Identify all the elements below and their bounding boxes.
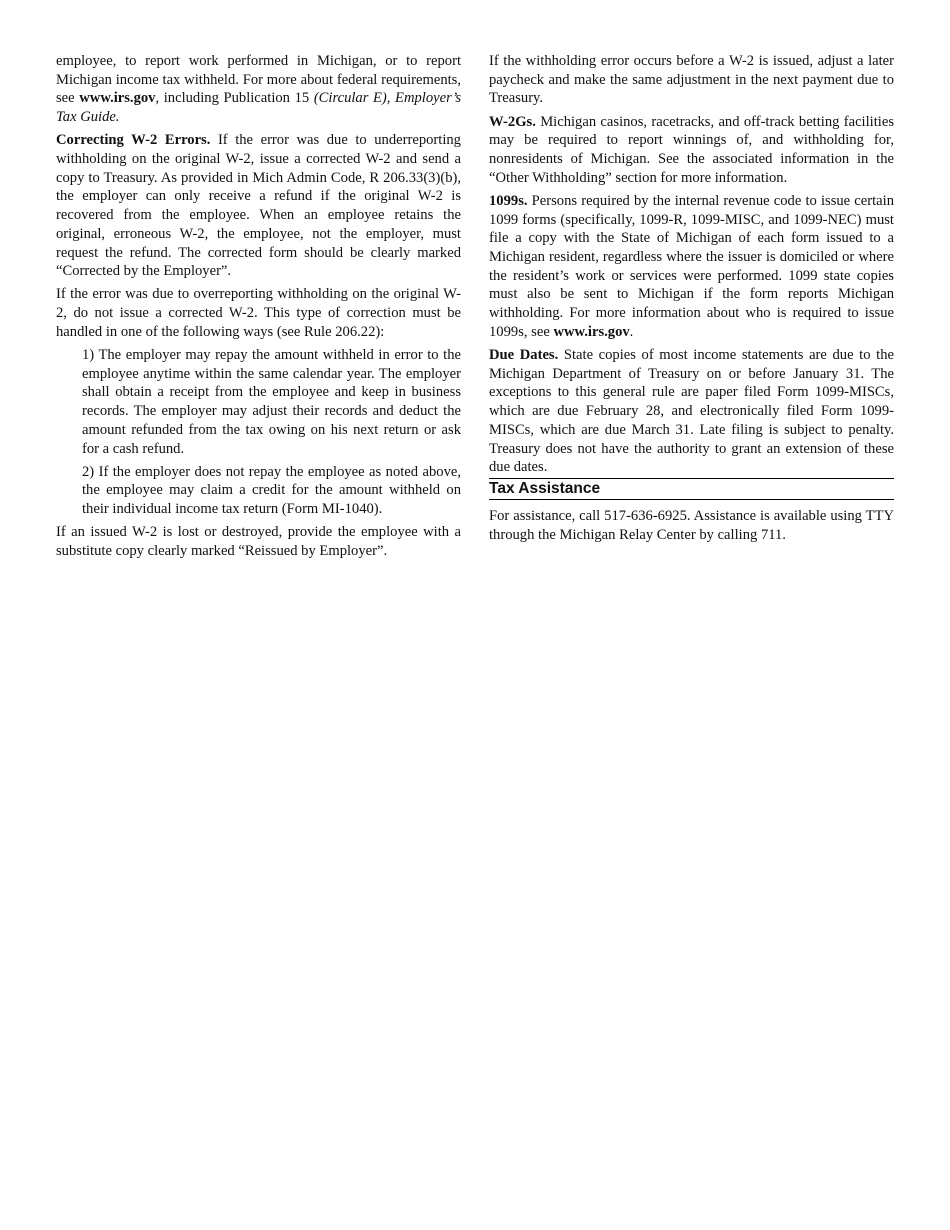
paragraph-correcting-w2: [56, 131, 461, 281]
paragraph-withholding-error: If the withholding error occurs before a W-2 is issued, adjust a later paycheck and make the same adjustment in the next payment due to Treasury.: [489, 53, 894, 107]
paragraph-overreporting: If the error was due to overreporting withholding on the original W-2, do not issue a corrected W-2. This type of correction must be handled in one of the following ways (see Rule 206.22):: [56, 286, 461, 340]
paragraph-heading: W-2Gs.: [489, 113, 536, 130]
paragraph-text: State copies of most income statements are due to the Michigan Department of Treasury on or before January 31. The exceptions to this general rule are paper filed Form 1099-MISCs, which are due February 28, and electronically filed Form 1099-MISCs, which are due March 31. Late filing is subject to penalty. Treasury does not have the authority to grant an extension of these due dates.: [489, 347, 894, 476]
right-column: [489, 52, 894, 549]
paragraph-text: .: [629, 323, 634, 340]
paragraph-text: Michigan casinos, racetracks, and off-track betting facilities may be required to report winnings of, and withholding for, nonresidents of Michigan. See the associated information in the “Other Withholding” section for more information.: [489, 113, 894, 186]
list-item-repay: 1) The employer may repay the amount withheld in error to the employee anytime within the same calendar year. The employer shall obtain a receipt from the employee and keep in business records. The employer may adjust their records and deduct the amount refunded from the tax owing on his next return or ask for a cash refund.: [82, 347, 461, 457]
left-column: [56, 52, 461, 565]
irs-link[interactable]: www.irs.gov: [553, 323, 630, 340]
paragraph-text: Persons required by the internal revenue code to issue certain 1099 forms (specifically, 1099-R, 1099-MISC, and 1099-NEC) must file a copy with the State of Michigan of each form issued to a Michigan resident, regardless where the issuer is domiciled or where the resident’s work or services were performed. 1099 state copies must also be sent to Michigan if the form reports Michigan withholding. For more information about who is required to issue 1099s, see: [489, 192, 894, 340]
section-divider-bottom: [489, 499, 894, 500]
paragraph-heading: Due Dates.: [489, 347, 559, 364]
paragraph-federal-requirements: [56, 52, 461, 127]
paragraph-w2gs: [489, 113, 894, 188]
section-title-tax-assistance: Tax Assistance: [489, 479, 601, 497]
paragraph-due-dates: [489, 346, 894, 477]
paragraph-1099s: [489, 192, 894, 342]
irs-link[interactable]: www.irs.gov: [79, 90, 156, 107]
paragraph-heading: 1099s.: [489, 192, 528, 209]
publication-title: (Circular E), Employer’s Tax Guide.: [56, 90, 461, 126]
paragraph-assistance: For assistance, call 517-636-6925. Assistance is available using TTY through the Michigan Relay Center by calling 711.: [489, 507, 894, 543]
paragraph-text: employee, to report work performed in Michigan, or to report Michigan income tax withheld. For more about federal requirements, see: [56, 53, 461, 107]
paragraph-lost-w2: If an issued W-2 is lost or destroyed, provide the employee with a substitute copy clearly marked “Reissued by Employer”.: [56, 524, 461, 560]
list-item-credit: 2) If the employer does not repay the employee as noted above, the employee may claim a credit for the amount withheld on their individual income tax return (Form MI-1040).: [82, 463, 461, 518]
paragraph-text: , including Publication 15: [155, 90, 314, 107]
paragraph-text: If the error was due to underreporting withholding on the original W-2, issue a corrected W-2 and send a copy to Treasury. As provided in Mich Admin Code, R 206.33(3)(b), the employer can only receive a refund if the original W-2 is recovered from the employee. When an employee retains the original, erroneous W-2, the employee, not the employer, must request the refund. The corrected form should be clearly marked “Corrected by the Employer”.: [56, 132, 461, 280]
paragraph-heading: Correcting W-2 Errors.: [56, 132, 211, 149]
